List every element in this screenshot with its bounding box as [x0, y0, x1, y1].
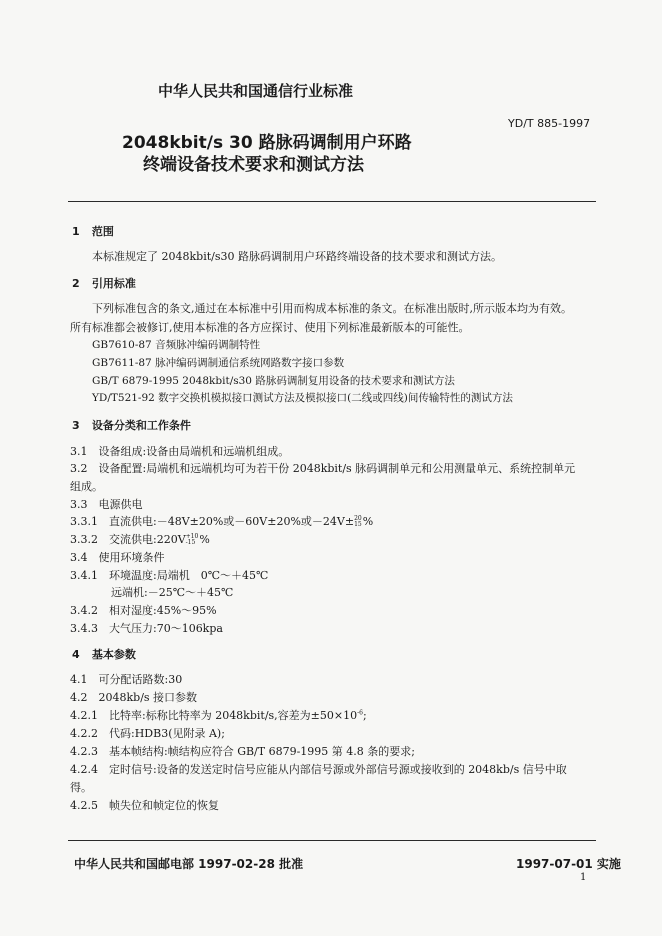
section-title: 范围 [91, 225, 114, 238]
clause-3-4-3: 3.4.3 大气压力:70～106kpa [70, 622, 223, 635]
section-number: 3 [72, 419, 80, 432]
tolerance-lower: -15 [185, 539, 196, 546]
section-number: 4 [72, 648, 80, 661]
clause-4-2-3: 4.2.3 基本帧结构:帧结构应符合 GB/T 6879-1995 第 4.8 条的要求; [70, 745, 415, 758]
standard-code: YD/T 885-1997 [508, 117, 591, 130]
clause-4-1: 4.1 可分配话路数:30 [70, 673, 183, 686]
header-divider [68, 201, 596, 202]
approval-line: 中华人民共和国邮电部 1997-02-28 批准 [74, 857, 304, 871]
clause-text: 3.3.1 直流供电:－48V±20%或－60V±20%或－24V± [70, 515, 355, 528]
clause-3-2-line2: 组成。 [70, 480, 103, 493]
section-3-heading [72, 417, 191, 433]
section-title: 设备分类和工作条件 [91, 419, 191, 432]
section-1-text: 本标准规定了 2048kbit/s30 路脉码调制用户环路终端设备的技术要求和测试方法。 [92, 250, 502, 263]
percent-sign: % [199, 533, 210, 546]
exponent: -6 [357, 709, 363, 717]
section-4-heading [72, 646, 136, 662]
clause-3-4: 3.4 使用环境条件 [70, 551, 165, 564]
clause-3-4-1-line1: 3.4.1 环境温度:局端机 0℃～＋45℃ [70, 569, 269, 582]
section-1-heading [72, 223, 114, 239]
effective-date: 1997-07-01 实施 [516, 857, 621, 871]
section-2-heading [72, 275, 136, 291]
section-2-text-line2: 所有标准都会被修订,使用本标准的各方应探讨、使用下列标准最新版本的可能性。 [70, 321, 470, 334]
tolerance-lower: 15 [354, 521, 362, 528]
clause-4-2-2: 4.2.2 代码:HDB3(见附录 A); [70, 727, 225, 740]
section-number: 1 [72, 225, 80, 238]
document-title-line1: 2048kbit/s 30 路脉码调制用户环路 [122, 133, 412, 153]
clause-4-2-4-line2: 得。 [70, 781, 92, 794]
tolerance-stack [354, 516, 362, 528]
section-number: 2 [72, 277, 80, 290]
document-title-line2: 终端设备技术要求和测试方法 [143, 155, 364, 175]
reference-item: GB7611-87 脉冲编码调制通信系统网路数字接口参数 [92, 357, 345, 369]
clause-text: 4.2.1 比特率:标称比特率为 2048kbit/s,容差为±50×10 [70, 709, 358, 722]
clause-end: ; [362, 709, 367, 722]
clause-text: 3.3.2 交流供电:220V [70, 533, 186, 546]
clause-3-2-line1: 3.2 设备配置:局端机和远端机均可为若干份 2048kbit/s 脉码调制单元和公用测量单元、系统控制单元 [70, 462, 576, 475]
clause-4-2-4-line1: 4.2.4 定时信号:设备的发送定时信号应能从内部信号源或外部信号源或接收到的 2048kb/s 信号中取 [70, 763, 567, 776]
reference-item: YD/T521-92 数字交换机模拟接口测试方法及模拟接口(二线或四线)间传输特性的测试方法 [92, 392, 513, 404]
clause-3-4-2: 3.4.2 相对湿度:45%～95% [70, 604, 217, 617]
tolerance-upper: 20 [354, 515, 362, 522]
clause-3-3-1 [70, 513, 373, 529]
clause-4-2-5: 4.2.5 帧失位和帧定位的恢复 [70, 799, 219, 812]
clause-3-1: 3.1 设备组成:设备由局端机和远端机组成。 [70, 445, 290, 458]
page-number: 1 [580, 872, 587, 883]
percent-sign: % [362, 515, 374, 528]
tolerance-upper: +10 [185, 533, 199, 540]
section-2-text-line1: 下列标准包含的条文,通过在本标准中引用而构成本标准的条文。在标准出版时,所示版本均为有效。 [92, 302, 572, 315]
clause-3-3: 3.3 电源供电 [70, 498, 143, 511]
clause-3-4-1-line2: 远端机:－25℃～＋45℃ [111, 586, 234, 599]
reference-item: GB/T 6879-1995 2048kbit/s30 路脉码调制复用设备的技术要求和测试方法 [92, 375, 455, 387]
footer-divider [68, 840, 596, 841]
issuing-body-heading: 中华人民共和国通信行业标准 [158, 82, 354, 100]
clause-4-2: 4.2 2048kb/s 接口参数 [70, 691, 198, 704]
tolerance-stack [186, 534, 199, 546]
clause-4-2-1 [70, 707, 367, 723]
clause-3-3-2 [70, 531, 210, 547]
reference-item: GB7610-87 音频脉冲编码调制特性 [92, 339, 261, 351]
section-title: 基本参数 [91, 648, 136, 661]
section-title: 引用标准 [91, 277, 136, 290]
